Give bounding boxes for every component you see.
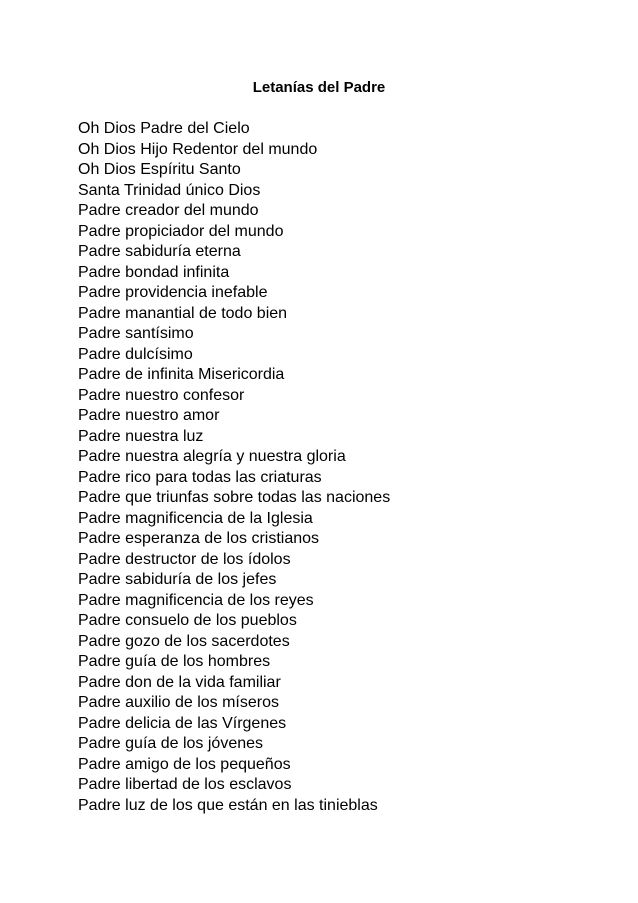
litany-line: Padre gozo de los sacerdotes [78, 632, 290, 650]
litany-line: Oh Dios Padre del Cielo [78, 120, 250, 137]
litany-line: Padre amigo de los pequeños [78, 755, 291, 773]
litany-line: Padre bondad infinita [78, 263, 230, 281]
litany-line: Padre providencia inefable [78, 284, 268, 301]
litany-line: Padre delicia de las Vírgenes [78, 714, 287, 732]
litany-line: Oh Dios Espíritu Santo [78, 161, 241, 178]
litany-line: Padre nuestra alegría y nuestra gloria [78, 448, 346, 465]
litany-line: Padre de infinita Misericordia [78, 366, 285, 383]
litany-line: Padre luz de los que están en las tinieblas [78, 796, 378, 814]
litany-line: Padre guía de los jóvenes [78, 735, 264, 752]
litany-line: Padre nuestro confesor [78, 386, 245, 404]
litany-line: Padre sabiduría eterna [78, 243, 241, 260]
litany-list [78, 119, 390, 816]
litany-line: Padre propiciador del mundo [78, 222, 284, 240]
litany-line: Padre manantial de todo bien [78, 304, 288, 322]
litany-line: Oh Dios Hijo Redentor del mundo [78, 140, 318, 158]
litany-line: Padre dulcísimo [78, 345, 193, 363]
litany-line: Padre consuelo de los pueblos [78, 612, 297, 629]
litany-line: Padre nuestra luz [78, 427, 204, 445]
litany-line: Santa Trinidad único Dios [78, 181, 261, 199]
litany-line: Padre destructor de los ídolos [78, 550, 291, 568]
litany-line: Padre rico para todas las criaturas [78, 468, 322, 486]
litany-line: Padre magnificencia de la Iglesia [78, 509, 313, 527]
litany-line: Padre auxilio de los míseros [78, 694, 279, 711]
document-title: Letanías del Padre [252, 79, 386, 96]
litany-line: Padre libertad de los esclavos [78, 776, 292, 793]
litany-line: Padre que triunfas sobre todas las naciones [78, 489, 391, 506]
litany-line: Padre sabiduría de los jefes [78, 571, 277, 588]
litany-line: Padre nuestro amor [78, 407, 220, 424]
litany-line: Padre don de la vida familiar [78, 673, 281, 691]
litany-line: Padre creador del mundo [78, 202, 259, 219]
litany-line: Padre magnificencia de los reyes [78, 591, 314, 609]
litany-line: Padre guía de los hombres [78, 653, 271, 670]
litany-line: Padre santísimo [78, 325, 194, 342]
litany-line: Padre esperanza de los cristianos [78, 530, 320, 547]
